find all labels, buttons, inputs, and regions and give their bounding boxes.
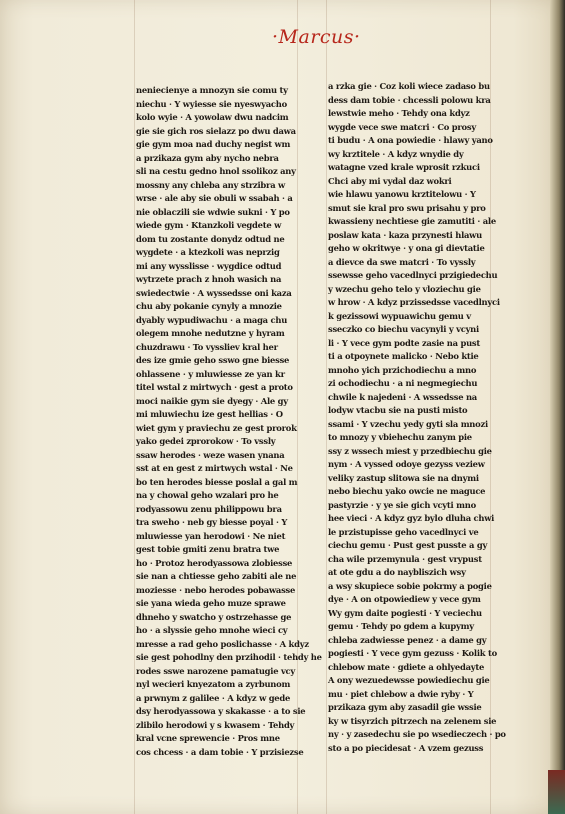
text-line: des ize gmie geho sswo gne biesse: [136, 355, 290, 365]
book-cover-corner: [548, 770, 565, 814]
ruling-line: [490, 0, 491, 814]
text-line: mnoho yich przichodiechu a mno: [328, 364, 477, 375]
text-line: ssami · Y vzechu yedy gyti sla mnozi: [328, 418, 488, 429]
text-line: niechu · Y wyiesse sie nyeswyacho: [136, 98, 287, 109]
text-line: a prwnym z galilee · A kdyz w gede: [136, 692, 291, 703]
text-line: chleba zadwiesse penez · a dame gy: [328, 634, 487, 645]
text-line: chwile k najedeni · A wssedsse na: [328, 391, 477, 402]
text-line: geho w okritwye · y ona gi dievtatie: [328, 243, 485, 253]
text-line: ho · Protoz herodyassowa zlobiesse: [136, 557, 293, 568]
text-line: to mnozy y vbiehechu zanym pie: [328, 432, 472, 442]
text-line: ssewsse geho vacedlnyci przigiedechu: [328, 270, 498, 280]
text-line: kral vcne sprewencie · Pros mne: [136, 733, 280, 743]
text-line: ti budu · A ona powiedie · hlawy yano: [328, 135, 493, 145]
text-line: watagne vzed krale wprosit rzkuci: [328, 162, 480, 172]
text-line: sseczko co biechu vacynyli y vcyni: [328, 324, 479, 334]
text-line: veliky zastup slitowa sie na dnymi: [328, 472, 479, 483]
text-line: poslaw kata · kaza przynesti hlawu: [328, 229, 482, 240]
text-line: olegem mnohe nedutzne y hyram: [136, 328, 285, 338]
text-column-left: [136, 84, 322, 759]
text-line: a wsy skupiece sobie pokrmy a pogie: [328, 580, 492, 591]
text-line: w hrow · A kdyz przissedsse vacedlnyci: [328, 297, 500, 307]
ruling-line: [134, 0, 135, 814]
text-line: wiet gym y praviechu ze gest prorok: [136, 422, 297, 433]
page-heading: ·Marcus·: [272, 26, 361, 48]
text-line: gemu · Tehdy po gdem a kupymy: [328, 621, 474, 631]
text-line: chuzdrawu · To vyssliev kral her: [136, 341, 278, 352]
text-line: Wy gym daite pogiesti · Y veciechu: [328, 607, 482, 618]
text-line: mi any wysslisse · wygdice odtud: [136, 260, 282, 271]
text-line: sie nan a chtiesse geho zabiti ale ne: [136, 571, 297, 581]
ruling-line: [326, 0, 327, 814]
text-line: wytrzete prach z hnoh wasich na: [136, 274, 282, 284]
text-line: sst at en gest z mirtwych wstal · Ne: [136, 463, 293, 473]
text-line: swiedectwie · A wyssedsse oni kaza: [136, 287, 292, 298]
page-edge: [550, 0, 565, 814]
text-line: dsy herodyassowa y skakasse · a to sie: [136, 706, 306, 716]
text-line: pastyrzie · y ye sie gich vcyti mno: [328, 499, 476, 510]
text-line: ny · y zasedechu sie po wsedieczech · po: [328, 729, 506, 739]
text-line: przikaza gym aby zasadil gie wssie: [328, 702, 482, 712]
text-line: wy krztitele · A kdyz wnydie dy: [328, 148, 464, 159]
text-line: cha wile przemynula · gest vrypust: [328, 553, 482, 564]
text-line: wygde vece swe matcri · Co prosy: [328, 121, 476, 132]
text-line: li · Y vece gym podte zasie na pust: [328, 337, 480, 348]
text-line: dye · A on otpowiediew y vece gym: [328, 594, 481, 604]
text-line: mu · piet chlebow a dwie ryby · Y: [328, 688, 474, 699]
text-column-right: [328, 80, 506, 755]
text-line: sto a po piecidesat · A vzem gezuss: [328, 742, 484, 753]
text-line: ciechu gemu · Pust gest pusste a gy: [328, 540, 488, 550]
text-line: dyably wypudiwachu · a maga chu: [136, 314, 288, 325]
text-line: gest tobie gmiti zenu bratra twe: [136, 544, 280, 554]
text-line: zi ochodiechu · a ni negmegiechu: [328, 378, 478, 388]
text-line: ssy z wssech miest y przedbiechu gie: [328, 445, 492, 456]
text-line: A ony wezuedewsse powiediechu gie: [328, 675, 490, 685]
text-line: ky w tisyrzich pitrzech na zelenem sie: [328, 715, 497, 726]
text-line: gie sie gich ros sielazz po dwu dawa: [136, 125, 296, 136]
text-line: tra sweho · neb gy biesse poyal · Y: [136, 517, 288, 527]
text-line: mossny any chleba any strzibra w: [136, 179, 285, 190]
text-line: a rzka gie · Coz koli wiece zadaso bu: [328, 81, 490, 91]
text-line: hee vieci · A kdyz gyz bylo dluha chwi: [328, 513, 495, 523]
text-line: chu aby pokanie cynyly a mnozie: [136, 301, 282, 311]
text-line: moci naikie gym sie dyegy · Ale gy: [136, 395, 288, 406]
text-line: titel wstal z mirtwych · gest a proto: [136, 382, 293, 392]
text-line: sie yana wieda geho muze sprawe: [136, 598, 286, 608]
text-line: sie gest pohodlny den przihodil · tehdy he: [136, 652, 322, 662]
text-line: chlebow mate · gdiete a ohlyedayte: [328, 661, 485, 672]
text-line: mresse a rad geho poslichasse · A kdyz: [136, 638, 309, 649]
text-line: nebo biechu yako owcie ne maguce: [328, 486, 486, 496]
text-line: le przistupisse geho vacedlnyci ve: [328, 526, 479, 537]
text-line: gie gym moa nad duchy negist wm: [136, 139, 291, 149]
text-line: lodyw vtacbu sie na pusti misto: [328, 405, 468, 415]
text-line: a przikaza gym aby nycho nebra: [136, 152, 279, 163]
text-line: rodes sswe narozene pamatugie vcy: [136, 665, 296, 676]
text-line: kolo wyie · A yowolaw dwu nadcim: [136, 112, 289, 122]
text-line: neniecienye a mnozyn sie comu ty: [136, 85, 288, 95]
text-line: smut sie kral pro swu prisahu y pro: [328, 202, 486, 213]
text-line: mluwiesse yan herodowi · Ne niet: [136, 530, 286, 541]
text-line: at ote gdu a do naybliszich wsy: [328, 567, 466, 577]
text-line: wiede gym · Ktanzkoli vegdete w: [136, 220, 282, 230]
text-line: ti a otpoynete malicko · Nebo ktie: [328, 351, 479, 361]
text-line: cos chcess · a dam tobie · Y przisiezse: [136, 746, 304, 757]
text-line: wrse · ale aby sie obuli w ssabah · a: [136, 193, 293, 203]
text-line: pogiesti · Y vece gym gezuss · Kolik to: [328, 648, 497, 658]
text-line: dom tu zostante donydz odtud ne: [136, 233, 285, 244]
text-line: na y chowal geho wzalari pro he: [136, 490, 279, 500]
text-line: Chci aby mi vydal daz wokri: [328, 175, 452, 186]
text-line: wie hlawu yanowu krztitelowu · Y: [328, 189, 476, 199]
text-line: bo ten herodes biesse poslal a gal m: [136, 476, 298, 487]
text-line: ho · a slyssie geho mnohe wieci cy: [136, 625, 288, 635]
text-line: ohlassene · y mluwiesse ze yan kr: [136, 368, 285, 379]
ruling-line: [297, 0, 298, 814]
text-line: y wzechu geho telo y vloziechu gie: [328, 283, 481, 294]
text-line: ssaw herodes · weze wasen ynana: [136, 449, 285, 460]
text-line: nym · A vyssed odoye gezyss veziew: [328, 459, 485, 469]
text-line: dess dam tobie · chcessli polowu kra: [328, 94, 491, 105]
text-line: rodyassowu zenu philippowu bra: [136, 503, 282, 514]
text-line: dhneho y swatcho y ostrzehasse ge: [136, 611, 292, 622]
text-line: k gezissowi wypuawichu gemu v: [328, 310, 471, 321]
text-line: wygdete · a ktezkoli was neprzig: [136, 247, 280, 257]
text-line: moziesse · nebo herodes pobawasse: [136, 584, 296, 595]
text-line: sli na cestu gedno hnol ssolikoz any: [136, 166, 296, 176]
text-line: yako gedei zprorokow · To vssly: [136, 436, 276, 446]
text-line: lewstwie meho · Tehdy ona kdyz: [328, 108, 470, 118]
text-line: a dievce da swe matcri · To vyssly: [328, 256, 476, 267]
text-line: mi mluwiechu ize gest hellias · O: [136, 409, 283, 419]
text-line: nyl wecieri knyezatom a zyrbunom: [136, 679, 291, 689]
text-line: nie oblaczili sie wdwie sukni · Y po: [136, 206, 290, 217]
text-line: zlibilo herodowi y s kwasem · Tehdy: [136, 719, 295, 730]
text-line: kwassieny nechtiese gie zamutiti · ale: [328, 216, 496, 226]
